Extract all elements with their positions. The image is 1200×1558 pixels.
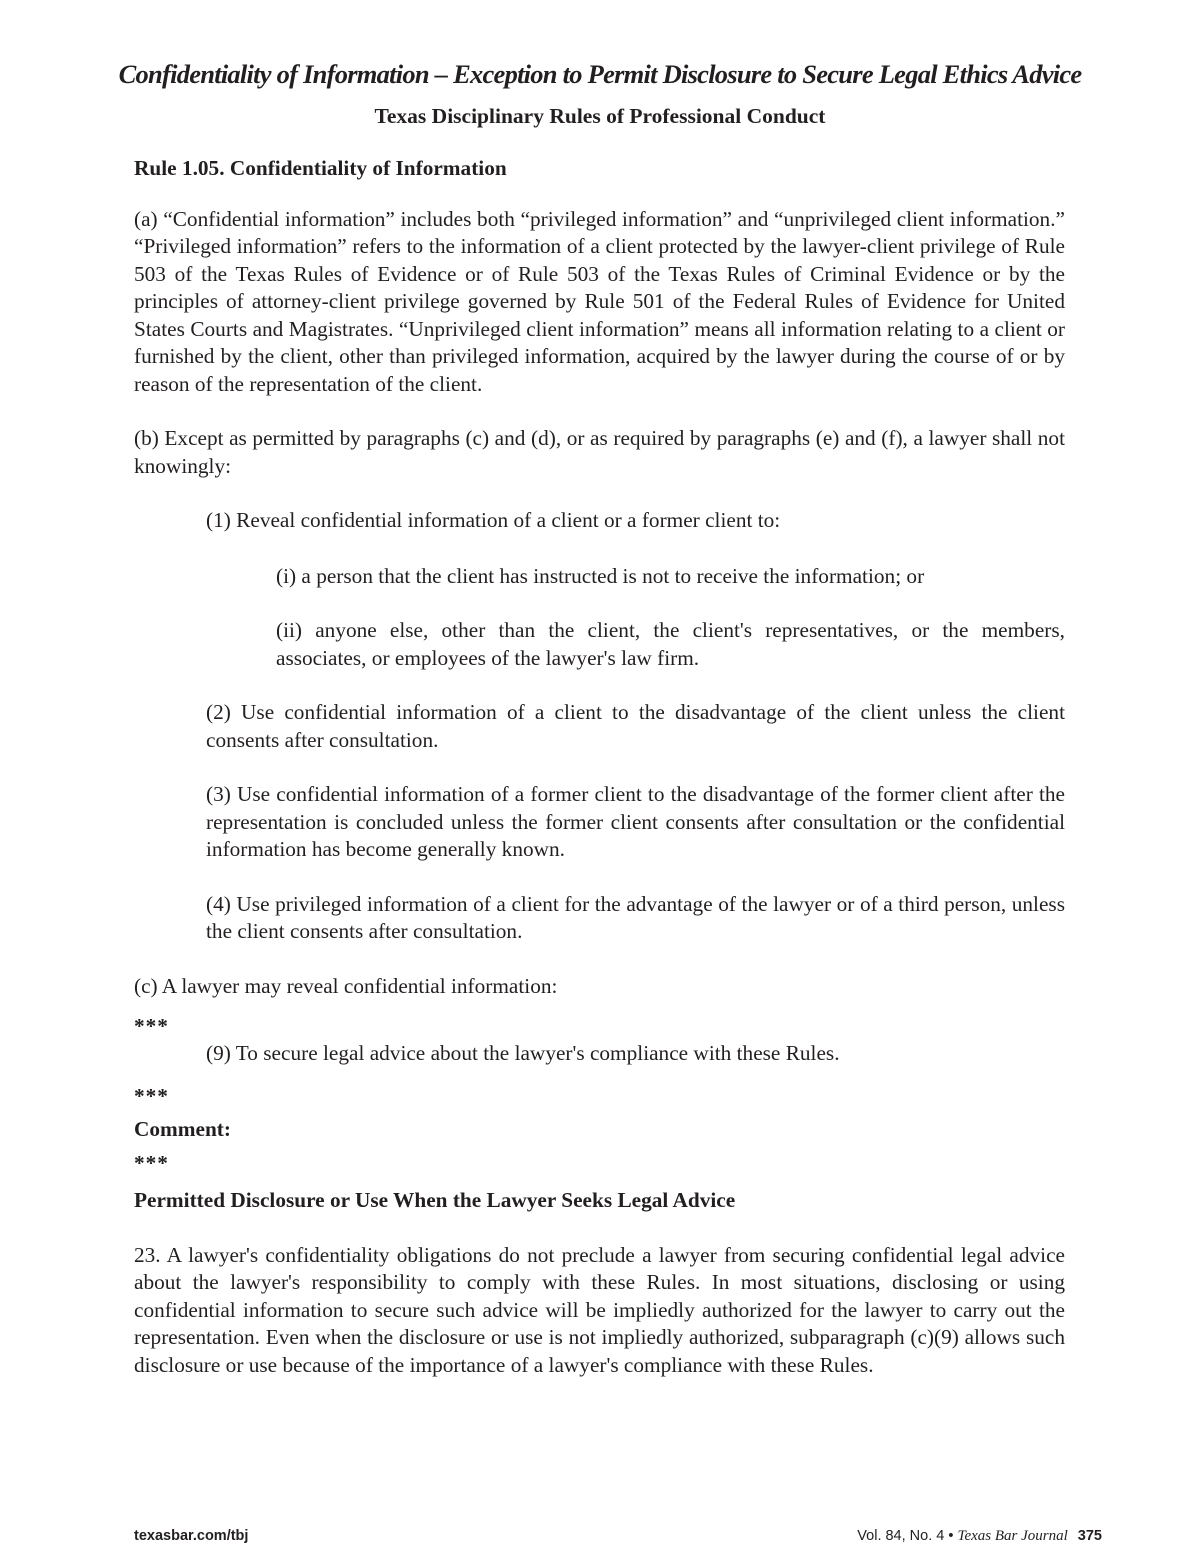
paragraph-c: (c) A lawyer may reveal confidential information: xyxy=(134,973,558,998)
paragraph-b1-i: (i) a person that the client has instructed is not to receive the information; or xyxy=(276,563,925,588)
page-title: Confidentiality of Information – Exception to Permit Disclosure to Secure Legal Ethics Advice xyxy=(118,59,1082,89)
footer-issue-info xyxy=(857,1528,1102,1545)
footer-site-link[interactable]: texasbar.com/tbj xyxy=(134,1528,249,1544)
footer-bullet: • xyxy=(948,1528,954,1544)
paragraph-b4: (4) Use privileged information of a client for the advantage of the lawyer or of a third person, unless the client consents after consultation. xyxy=(206,891,1065,943)
ellipsis-marker: *** xyxy=(134,1083,169,1108)
ellipsis-marker: *** xyxy=(134,1014,169,1038)
paragraph-23: 23. A lawyer's confidentiality obligations do not preclude a lawyer from securing confidential legal advice about the lawyer's responsibility to comply with these Rules. In most situations, disclosing or using confidential information to secure such advice will be impliedly authorized for the lawyer to carry out the representation. Even when the disclosure or use is not impliedly authorized, subparagraph (c)(9) allows such disclosure or use because of the importance of a lawyer's compliance with these Rules. xyxy=(134,1242,1065,1377)
page-footer xyxy=(134,1524,1102,1550)
paragraph-b3: (3) Use confidential information of a former client to the disadvantage of the former client after the representation is concluded unless the former client consents after consultation or the confidential information has become generally known. xyxy=(206,782,1065,861)
paragraph-b1-ii: (ii) anyone else, other than the client, the client's representatives, or the members, associates, or employees of the lawyer's law firm. xyxy=(276,618,1065,670)
paragraph-a: (a) “Confidential information” includes both “privileged information” and “unprivileged client information.” “Privileged information” refers to the information of a client protected by the lawyer-client privilege of Rule 503 of the Texas Rules of Evidence or of Rule 503 of the Texas Rules of Criminal Evidence or by the principles of attorney-client privilege governed by Rule 501 of the Federal Rules of Evidence for United States Courts and Magistrates. “Unprivileged client information” means all information relating to a client or furnished by the client, other than privileged information, acquired by the lawyer during the course of or by reason of the representation of the client. xyxy=(134,206,1065,396)
paragraph-b: (b) Except as permitted by paragraphs (c) and (d), or as required by paragraphs (e) and (f), a lawyer shall not knowingly: xyxy=(134,426,1065,478)
footer-journal: Texas Bar Journal xyxy=(957,1528,1068,1544)
page-number: 375 xyxy=(1077,1528,1102,1544)
rule-heading: Rule 1.05. Confidentiality of Information xyxy=(134,156,507,180)
comment-label: Comment: xyxy=(134,1116,231,1141)
page-subtitle: Texas Disciplinary Rules of Professional Conduct xyxy=(374,104,826,128)
paragraph-c9: (9) To secure legal advice about the lawyer's compliance with these Rules. xyxy=(206,1041,840,1065)
document-body xyxy=(134,152,1065,1379)
paragraph-b1: (1) Reveal confidential information of a client or a former client to: xyxy=(206,508,781,532)
footer-volume: Vol. 84, No. 4 xyxy=(857,1528,945,1544)
paragraph-b2: (2) Use confidential information of a client to the disadvantage of the client unless the client consents after consultation. xyxy=(206,700,1065,752)
section-heading: Permitted Disclosure or Use When the Lawyer Seeks Legal Advice xyxy=(134,1188,736,1212)
ellipsis-marker: *** xyxy=(134,1151,169,1175)
